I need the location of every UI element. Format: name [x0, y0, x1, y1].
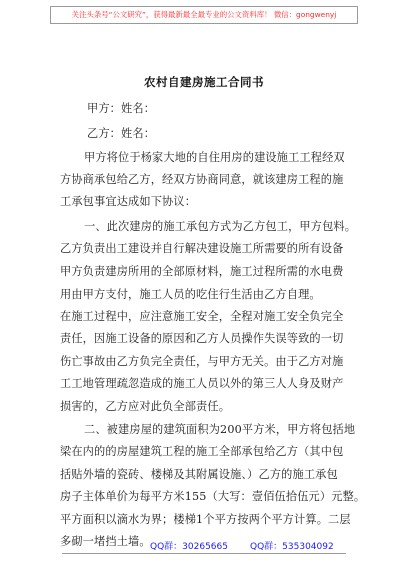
qq-group-2: QQ群：535304092	[250, 542, 334, 552]
body-line: 房子主体单价为每平方米155（大写：壹佰伍拾伍元）元整。	[60, 490, 366, 503]
body-line: 用由甲方支付，施工人员的吃住行生活由乙方自理。	[60, 288, 321, 301]
body-line: 甲方将位于杨家大地的自住用房的建设施工工程经双	[84, 151, 345, 164]
body-line: 责任，因施工设备的原因和乙方人员操作失误等致的一切	[60, 332, 344, 345]
body-line: 括贴外墙的瓷砖、楼梯及其附属设施、）乙方的施工承包	[60, 468, 338, 481]
body-line: 在施工过程中，应注意施工安全，全程对施工安全负完全	[60, 310, 344, 323]
body-line: 梁在内的的房屋建筑工程的施工全部承包给乙方（其中包	[60, 445, 344, 458]
body-line: 多砌一堵挡土墙。	[60, 535, 151, 548]
clause-1-line: 一、此次建房的施工承包方式为乙方包工，甲方包料。	[84, 220, 357, 233]
body-line: 损害的，乙方应对此负全部责任。	[60, 400, 231, 413]
body-line: 方协商承包给乙方，经双方协商同意，就该建房工程的施	[60, 173, 344, 186]
body-line: 工工地管理疏忽造成的施工人员以外的第三人人身及财产	[60, 377, 344, 390]
party-a-line: 甲方：姓名：	[87, 102, 156, 115]
body-line: 乙方负责出工建设并自行解决建设施工所需要的所有设备	[60, 242, 344, 255]
promo-banner: 关注头条号“公文研究”，获得最新最全最专业的公文资料库！ 微信：gongwenyj	[50, 6, 358, 24]
clause-2-line: 二、被建房屋的建筑面积为200平方米，甲方将包括地	[84, 423, 356, 436]
body-line: 甲方负责建房所用的全部原材料，施工过程所需的水电费	[60, 265, 344, 278]
party-b-line: 乙方：姓名：	[87, 127, 156, 140]
qq-group-1: QQ群：30265665	[150, 542, 228, 552]
body-line: 工承包事宜达成如下协议：	[60, 195, 197, 208]
body-line: 伤亡事故由乙方负完全责任，与甲方无关。由于乙方对施	[60, 355, 344, 368]
body-line: 平方面积以滴水为界；楼梯1个平方按两个平方计算。二层	[60, 513, 351, 526]
footer-divider	[62, 553, 346, 554]
document-title: 农村自建房施工合同书	[144, 75, 264, 89]
